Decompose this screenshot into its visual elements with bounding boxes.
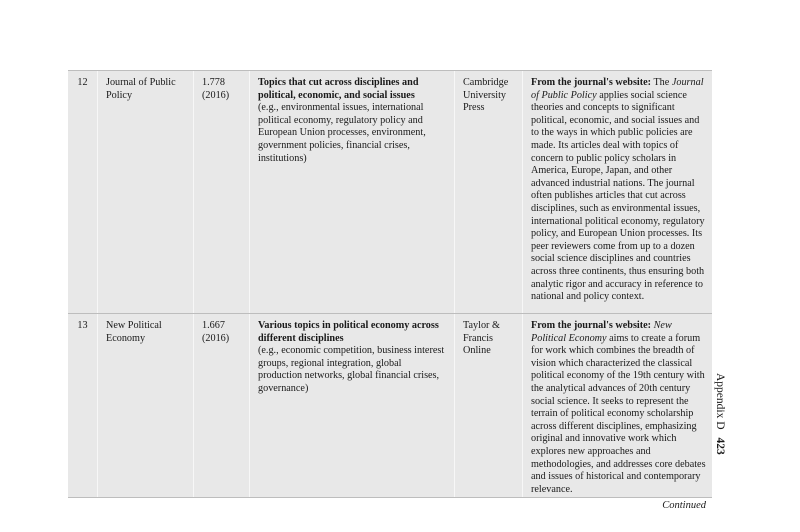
impact-year: (2016) xyxy=(202,89,230,101)
table-row xyxy=(68,71,712,314)
impact-year: (2016) xyxy=(202,332,230,344)
description-label: From the journal's website: xyxy=(531,320,652,331)
publisher: Taylor & Francis Online xyxy=(455,314,523,497)
description-journal-title: Journal of Public Policy xyxy=(531,77,704,101)
impact-factor-cell xyxy=(194,71,250,313)
description-text: applies social science theories and concepts to significant political, economic, and social issues and to the ways in which public policies are made. Its articles deal with topics of concern to public policy scholars in America, Europe, Japan, and other advanced industrial nations. The journal often publishes articles that cut across disciplines, such as environmental issues, international political economy, regulatory policy, and European Union processes. Its peer reviewers come from up to a dozen social science disciplines and countries across three continents, thus ensuring both analytic rigor and accuracy in reference to national and policy context. xyxy=(531,89,705,303)
continued-note: Continued xyxy=(662,500,706,511)
row-number: 13 xyxy=(68,314,98,497)
topics-detail: (e.g., economic competition, business interest groups, regional integration, global production networks, global financial crises, governance) xyxy=(258,345,445,394)
appendix-label: Appendix D xyxy=(714,373,726,430)
description-text: aims to create a forum for work which combines the breadth of vision which characterized the classical political economy of the 19th century with the analytical advances of 20th century social science. It seeks to represent the terrain of political economy scholarship across different disciplines, emphasizing original and innovative work which explores new approaches and methodologies, and addresses core debates and issues of historical and contemporary relevance. xyxy=(531,332,706,495)
page-number: 423 xyxy=(714,437,726,455)
publisher: Cambridge University Press xyxy=(455,71,523,313)
running-header xyxy=(712,373,728,453)
journal-table xyxy=(68,70,712,498)
description-cell xyxy=(523,314,712,497)
journal-name: Journal of Public Policy xyxy=(98,71,194,313)
impact-factor-cell xyxy=(194,314,250,497)
table-row xyxy=(68,314,712,498)
journal-name: New Political Economy xyxy=(98,314,194,497)
description-journal-title: New Political Economy xyxy=(531,320,672,344)
topics-detail: (e.g., environmental issues, international political economy, regulatory policy and European Union processes, environment, government policies, financial crises, institutions) xyxy=(258,102,426,164)
topics-title: Topics that cut across disciplines and political, economic, and social issues xyxy=(258,77,419,101)
impact-factor: 1.667 xyxy=(202,320,225,331)
topics-title: Various topics in political economy across different disciplines xyxy=(258,320,439,344)
topics-cell xyxy=(250,71,455,313)
impact-factor: 1.778 xyxy=(202,77,225,88)
description-label: From the journal's website: xyxy=(531,77,652,88)
topics-cell xyxy=(250,314,455,497)
description-cell xyxy=(523,71,712,313)
description-pre: The xyxy=(653,77,670,88)
row-number: 12 xyxy=(68,71,98,313)
